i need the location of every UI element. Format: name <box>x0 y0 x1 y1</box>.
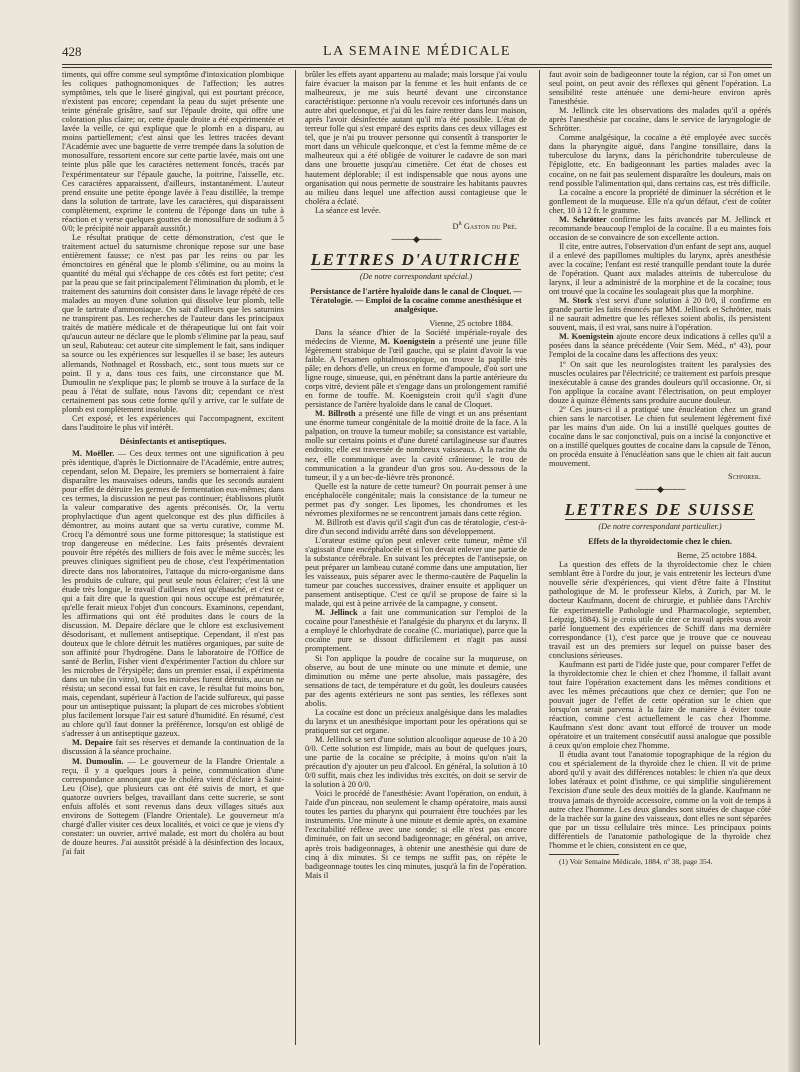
column-divider-1 <box>295 70 296 1045</box>
column-divider-2 <box>539 70 540 1045</box>
column-1 <box>62 70 284 1060</box>
journal-title: LA SEMAINE MÉDICALE <box>323 44 511 59</box>
paragraph: Dans la séance d'hier de la Société impériale-royale des médecins de Vienne, M. Koenigstein a présenté une jeune fille légèrement strabique de l'œil gauche, qui se plaint d'avoir la vue faible. A l'examen ophtalmoscopique, on trouve la papille très pâle; en dehors d'elle, un creux en forme d'ampoule, d'où sort une ligne rouge, sinueuse, qui, en pénétrant dans la partie antérieure du corps vitré, devient pâle et s'engage dans un prolongement ramifié en forme de touffe. M. Koenigstein croit qu'il s'agit d'une persistance de l'artère hyaloïde dans le canal de Cloquet. <box>305 327 527 410</box>
speaker-name: M. Depaire <box>72 738 113 748</box>
separator-ornament: ────◆──── <box>635 484 685 495</box>
section-title: LETTRES DE SUISSE <box>564 500 756 520</box>
summary-subhead: Persistance de l'artère hyaloïde dans le canal de Cloquet. — Tératologie. — Emploi de la cocaïne comme anesthésique et analgésique. <box>310 286 522 314</box>
paragraph: M. Billroth a présenté une fille de vingt et un ans présentant une énorme tumeur congénitale de la moitié droite de la face. A la palpation, on trouve la tumeur mobile; sa consistance est variable, molle sur certains points et d'une dureté cartilagineuse sur d'autres endroits; elle est traversée de nombreux vaisseaux. A la racine du nez, elle communique avec la cavité crânienne; le trou de communication a la grandeur d'un gros sou. Au-dessous de la tumeur, il y a un bec-de-lièvre très prononcé. <box>305 409 527 482</box>
paragraph: Il étudia avant tout l'anatomie topographique de la région du cou et spécialement de la thyroïde chez le chien. Il vit de prime abord qu'il y avait des différences notables: le chien n'a que deux lobes latéraux et point d'isthme, ce qui simplifie singulièrement l'excision d'une seule des deux moitiés de la glande. Kaufmann ne trouva jamais de thyroïde accessoire, comme on la voit de temps à autre chez l'homme. Les deux glandes sont situées de chaque côté de la trachée sur la gaine des vaisseaux, dont elles ne sont séparées que par un tissu cellulaire très mince. Les principaux points différentiels de l'anatomie pathologique de la thyroïde chez l'homme et le chien, consistent en ce que, <box>549 750 771 850</box>
speaker-name: M. Koenigstein <box>379 336 436 346</box>
column-3 <box>549 70 771 1060</box>
paragraph: Voici le procédé de l'anesthésie: Avant l'opération, on enduit, à l'aide d'un pinceau, non seulement le champ opératoire, mais aussi toutes les parties du pharynx qui pourraient être touchées par les instruments. Une minute à une minute et demie après, on examine l'excitabilité réflexe avec une sonde; si elle n'est pas encore diminuée, on fait un second badigeonnage; en général, on arrive, après trois badigeonnages, à obtenir une anesthésie qui dure de cinq à dix minutes. Si ce temps ne suffit pas, on répète le badigeonnage toutes les cinq minutes, jusqu'à la fin de l'opération. Mais il <box>305 789 527 880</box>
footnote-rule <box>549 854 619 855</box>
paragraph: M. Koenigstein ajoute encore deux indications à celles qu'il a posées dans la séance précédente (Voir Sem. Méd., nº 43), pour l'emploi de la cocaïne dans les affections des yeux: <box>549 332 771 360</box>
paragraph: Il cite, entre autres, l'observation d'un enfant de sept ans, auquel il a enlevé des papillomes multiples du larynx, après anesthésie avec la cocaïne; l'enfant est resté tranquille pendant toute la durée de l'opération. Quant aux malades atteints de tuberculose du larynx, il leur a administré de la morphine et de la cocaïne; tous ont trouvé que la cocaïne les soulageait plus que la morphine. <box>549 241 771 297</box>
paragraph: timents, qui offre comme seul symptôme d'intoxication plombique les coliques pathognomoniques de l'affection; les autres symptômes, tels que le liseré gingival, qui est pourtant précoce, n'existent pas encore; cependant la peau du sujet présente une teinte générale grisâtre, sauf sur l'épaule droite, qui offre une coloration plus claire; or, cette épaule droite a été expérimentée et lavée la veille, ce qui explique que le plomb en a disparu, au moins partiellement; c'est ainsi que les lettres tracées devant l'Académie avec une baguette de verre trempée dans la solution de monosulfure, ressortent encore sur cette partie lavée, mais ont une teinte plus pâle que les caractères nettement foncés, tracés par l'expérimentateur sur l'épaule gauche, la poitrine, l'aisselle, etc. Ces caractères apparaissent, d'ailleurs, instantanément. L'auteur prend ensuite une petite éponge lavée à l'eau distillée, la trempe dans la solution de tartrate, lave les caractères, qui disparaissent complètement, exprime le contenu de l'éponge dans un tube à réaction et y verse quelques gouttes de monosulfure de sodium à 5 0/0; le précipité noir apparaît aussitôt.) <box>62 70 284 233</box>
correspondent-note: (De notre correspondant spécial.) <box>359 271 473 281</box>
column-2 <box>305 70 527 1060</box>
section-title: LETTRES D'AUTRICHE <box>310 249 522 269</box>
paragraph: Si l'on applique la poudre de cocaïne sur la muqueuse, on observe, au bout de une minute ou une minute et demie, une diminution ou même une perte absolue, mais passagère, des sensations de tact, de température et du goût, les douleurs causées par des agents extérieurs ne sont pas senties, les réflexes sont abolis. <box>305 653 527 708</box>
paragraph: La séance est levée. <box>315 205 381 215</box>
paragraph: Kaufmann est parti de l'idée juste que, pour comparer l'effet de la thyroïdectomie chez le chien et chez l'homme, il fallait avant tout faire l'opération exactement dans les mêmes conditions et avec les mêmes précautions que chez ce dernier; que l'on ne pouvait juger de l'effet de cette opération sur le chien que lorsqu'on serait parvenu à la faire de manière à éviter toute réaction, comme c'est actuellement le cas chez l'homme. Kaufmann s'est donc avant tout efforcé de trouver un mode opératoire et un traitement consécutif aussi analogue que possible à ceux qu'on emploie chez l'homme. <box>549 659 771 751</box>
page-number: 428 <box>62 44 82 59</box>
dateline: Berne, 25 octobre 1884. <box>677 551 757 561</box>
speaker-name: M. Schrötter <box>559 214 607 224</box>
header-rule-bottom <box>62 67 772 68</box>
paragraph: L'orateur estime qu'on peut enlever cette tumeur, même s'il s'agissait d'une encéphalocèle et si l'on devait enlever une partie de la substance cérébrale. En suivant les préceptes de l'antisepsie, on peut préparer un lambeau cutané comme dans une amputation, lier les vaisseaux, puis séparer avec le thermo-cautère de Paquelin la tumeur par couches successives, drainer ensuite et appliquer un pansement antiseptique. C'est ce qu'il se propose de faire si la malade, qui est à peine arrivée de la campagne, y consent. <box>305 535 527 609</box>
paragraph: M. Jellinck cite les observations des malades qu'il a opérés après l'anesthésie par cocaïne, dans le service de laryngologie de Schrötter. <box>549 106 771 134</box>
paragraph: Quelle est la nature de cette tumeur? On pourrait penser à une encéphalocèle congénitale; mais la consistance de la tumeur ne permet pas d'y songer. Les lipomes, les chondromes et les névromes plexiformes ne se rencontrent jamais dans cette région. <box>305 481 527 518</box>
footnote: (1) Voir Semaine Médicale, 1884, nº 38, page 354. <box>559 856 713 866</box>
dateline: Vienne, 25 octobre 1884. <box>429 318 513 328</box>
speaker-name: M. Moëller. <box>72 448 115 458</box>
page-edge-shadow <box>788 0 800 1072</box>
paragraph: Comme analgésique, la cocaïne a été employée avec succès dans la pharyngite aiguë, dans l'angine tonsillaire, dans la tuberculose du larynx, dans la périchondrite tuberculeuse de l'épiglotte, etc. En badigeonnant les parties malades avec la cocaïne, on ne fait pas seulement disparaître les douleurs, mais on rend possible l'alimentation qui, dans certains cas, est très difficile. <box>549 133 771 188</box>
paragraph: La question des effets de la thyroïdectomie chez le chien semblant être à l'ordre du jour, je vais entretenir les lecteurs d'une nouvelle série d'expériences, qui vient d'être faite à l'Institut pathologique de M. le professeur Klebs, à Zurich, par M. le docteur Kaufmann, docent de chirurgie, et publiée dans l'Archiv für experimentelle Pathologie und Pharmacologie, september, Leipzig, 1884). Si je crois utile de citer ce travail après vous avoir parlé longuement des expériences de Schiff dans ma dernière correspondance (1), c'est parce que je trouve que ce nouveau travail est un des premiers sur lequel on puisse baser des conclusions sérieuses. <box>549 560 771 660</box>
speaker-name: M. Koenigstein <box>559 332 614 342</box>
paragraph: La cocaïne est donc un précieux analgésique dans les maladies du larynx et un anesthésique important pour les opérations qui se pratiquent sur cet organe. <box>305 707 527 735</box>
signature: Schnirer. <box>727 472 761 482</box>
speaker-name: M. Dumoulin. <box>72 756 124 766</box>
separator-ornament: ────◆──── <box>391 233 441 244</box>
paragraph: M. Depaire fait ses réserves et demande la continuation de la discussion à la séance prochaine. <box>62 738 284 757</box>
paragraph: Le résultat pratique de cette démonstration, c'est que le traitement actuel du saturnisme chronique repose sur une base entièrement fausse; ce n'est pas par les reins ou par les émonctoires en général que le plomb s'élimine, ou au moins la quantité du métal qui s'échappe de ces côtés est fort petite; c'est par la peau que se fait principalement l'élimination du plomb, et le traitement des saturnins doit consister dans le lavage répété de ces malades au moyen d'une solution qui dissolve leur plomb, telle que le tartrate d'ammoniaque. On sait d'ailleurs que les saturnins ne transpirent pas. Les recherches de l'auteur dans les principaux traités de matière médicale et de thérapeutique lui ont fait voir qu'aucun auteur ne déclare que le plomb s'élimine par la peau, sauf un seul, Rabuteau: cet auteur cite simplement le fait, sans indiquer sa source ou les expériences sur lesquelles il se base; les auteurs allemands, Nothnagel et Rossbach, etc., sont tous muets sur ce point. Il y a, dans tous ces faits, une circonstance que M. Dumoulin ne s'explique pas; le plomb se trouve à la surface de la peau à l'état de sulfate, nous l'avons dit; cependant ce n'est certainement pas sous cette forme qu'il y arrive, car le sulfate de plomb est complètement insoluble. <box>62 232 284 414</box>
paragraph: M. Jellinck se sert d'une solution alcoolique aqueuse de 10 à 20 0/0. Cette solution est limpide, mais au bout de quelques jours, une partie de la cocaïne se précipite, à moins qu'on n'ait la précaution d'y ajouter un peu d'alcool. En général, la solution à 10 0/0 suffit, mais chez les individus très excités, on doit se servir de la solution à 20 0/0. <box>305 734 527 790</box>
paragraph: M. Schrötter confirme les faits avancés par M. Jellinck et recommande beaucoup l'emploi de la cocaïne. Il a eu maintes fois occasion de se convaincre de son excellente action. <box>549 214 771 242</box>
paragraph: 1º On sait que les neurologistes traitent les paralysies des muscles oculaires par l'électricité; ce traitement est parfois presque inexécutable à cause des grandes douleurs qu'il occasionne. Or, si l'on applique la cocaïne avant l'électrisation, on peut employer douze à quinze éléments sans produire aucune douleur. <box>549 359 771 405</box>
header-rule-top <box>62 64 772 65</box>
speaker-name: M. Stork <box>559 296 593 306</box>
paragraph: M. Billroth est d'avis qu'il s'agit d'un cas de tératologie, c'est-à-dire d'un second individu arrêté dans son développement. <box>305 517 527 536</box>
paragraph: M. Jellinck a fait une communication sur l'emploi de la cocaïne pour l'anesthésie et l'analgésie du pharynx et du larynx. Il a employé le chlorhydrate de cocaïne (C. muriatique), parce que la cocaïne pure se dissout difficilement et n'agit pas aussi promptement. <box>305 608 527 654</box>
paragraph: M. Stork s'est servi d'une solution à 20 0/0, il confirme en grande partie les faits énoncés par MM. Jellinck et Schrötter, mais il ne saurait admettre que les réflexes soient abolis, ils persistent souvent, mais, il est vrai, sans nuire à l'opération. <box>549 296 771 333</box>
paragraph: 2º Ces jours-ci il a pratiqué une énucléation chez un grand chien sans le narcotiser. Le chien fut seulement légèrement fixé par les mains d'un aide. On lui a instillé quelques gouttes de cocaïne dans le sac conjonctival, puis on a incisé la conjonctive et on a instillé quelques gouttes de cocaïne dans la capsule de Ténon, on procéda ensuite à l'énucléation sans que le chien ait fait aucun mouvement. <box>549 404 771 469</box>
paragraph: La cocaïne a encore la propriété de diminuer la sécrétion et le gonflement de la muqueuse. Elle n'a qu'un défaut, c'est de coûter cher, 10 à 12 fr. le gramme. <box>549 187 771 215</box>
paragraph: M. Moëller. — Ces deux termes ont une signification à peu près identique, d'après le Dictionnaire de l'Académie, entre autres; cependant, selon M. Depaire, les premiers se bornerraient à faire disparaître les mauvaises odeurs, tandis que les seconds auraient pour effet de détruire les germes de fermentation eux-mêmes; dans ces termes, la discussion ne peut pas continuer; établissons plutôt la valeur comparative des agents préconisés. Or, la vertu prophylactique d'un agent quelconque est des plus difficiles à démontrer, au moins autant que sa vertu curative, comme M. Crocq l'a démontré sous une forme pittoresque; la statistique est trop dangereuse en médecine. Les faits présentés devraient pouvoir être répétés des milliers de fois avec le même succès; les preuves cliniques signifient peu de chose, c'est l'expérimentation directe dans nos laboratoires, l'attaque du micro-organisme dans les produits de culture, qui peut seule nous éclairer; c'est là une étude très longue, le travail d'ailleurs n'est qu'ébauché, et c'est ce qui a fait dire que la question qui nous occupe est prématurée, qu'elle ferait mieux l'objet d'un concours. Examinons, cependant, les affirmations qui ont été produites dans le cours de la discussion. M. Depaire déclare que le chlore est exclusivement désodorisant, et nullement antiseptique. Cependant, il n'est pas douteux que le chlore détruit les matières organiques, par suite de son affinité pour l'hydrogène. Dans le laboratoire de l'Office de santé de Berlin, Fisher vient d'expérimenter l'action du chlore sur les microbes de l'érysipèle; dans un premier essai, il expérimenta dans un tube (in vitro), tous les microbes furent détruits, aucun ne résista; un second essai fut fait en cave, le résultat fut moins bon, mais, cependant, supérieur à l'action de l'acide sulfureux, qui passe pour un antiseptique puissant; la plupart de ces microbes s'obtient plus facilement lorsque l'air est saturé d'humidité. En résumé, c'est au chlore qu'il faut donner la préférence, lorsqu'on est obligé de s'adresser à un antiseptique gazeux. <box>62 448 284 739</box>
summary-subhead: Effets de la thyroïdectomie chez le chien. <box>588 537 732 547</box>
correspondent-note: (De notre correspondant particulier.) <box>598 522 722 532</box>
paragraph: Cet exposé, et les expériences qui l'accompagnent, excitent dans l'auditoire le plus vif intérêt. <box>62 413 284 432</box>
paragraph: brûler les effets ayant appartenu au malade; mais lorsque j'ai voulu faire évacuer la maison par la femme et les huit enfants de ce malheureux, je me suis heurté devant une circonstance caractéristique: personne n'a voulu recevoir ces infortunés dans un autre abri quelconque, et j'ai dû les faire rentrer dans leur maison, après l'avoir désinfectée autant qu'il m'a été possible. L'état de terreur folle qui s'est emparé des esprits dans ces deux villages est tel, que je n'ai pu trouver personne qui consentît à transporter le mort dans un véhicule quelconque, et c'est la femme même de ce malheureux qui a été obligée de voiturer le cadavre de son mari dans une brouette jusqu'au cimetière. Cet état de choses est hautement déplorable; il est indispensable que nous ayons une organisation qui nous permette de soustraire les habitants pauvres au milieu dans lequel une affection aussi contagieuse que le choléra a éclaté. <box>305 70 527 206</box>
page-header <box>62 42 772 62</box>
speaker-name: M. Jellinck <box>315 608 358 618</box>
paragraph: M. Dumoulin. — Le gouverneur de la Flandre Orientale a reçu, il y a quelques jours à peine, communication d'une correspondance annonçant que le choléra vient d'éclater à Saint-Leu (Oise), que plusieurs cas ont été suivis de mort, et que quatorze ouvriers belges, travaillant dans cette sucrerie, se sont enfuis affolés et sont revenus dans deux villages situés aux environs de Sottegem (Flandre Orientale). Le gouverneur m'a chargé d'aller visiter ces deux localités, et voici ce que je viens d'y constater: un ouvrier, arrivé malade, est mort du choléra au bout de douze heures. J'ai aussitôt présidé à la désinfection des locaux, j'ai fait <box>62 756 284 856</box>
subsection-title: Désinfectants et antiseptiques. <box>119 436 227 446</box>
speaker-name: M. Billroth <box>315 409 356 419</box>
signature: $D^r$ Gaston du Pré. <box>452 219 517 231</box>
paragraph: faut avoir soin de badigeonner toute la région, car si l'on omet un seul point, on peut avoir des réflexes qui gênent l'opération. La sensibilité reste atténuée une demi-heure environ après l'anesthésie. <box>549 70 771 107</box>
